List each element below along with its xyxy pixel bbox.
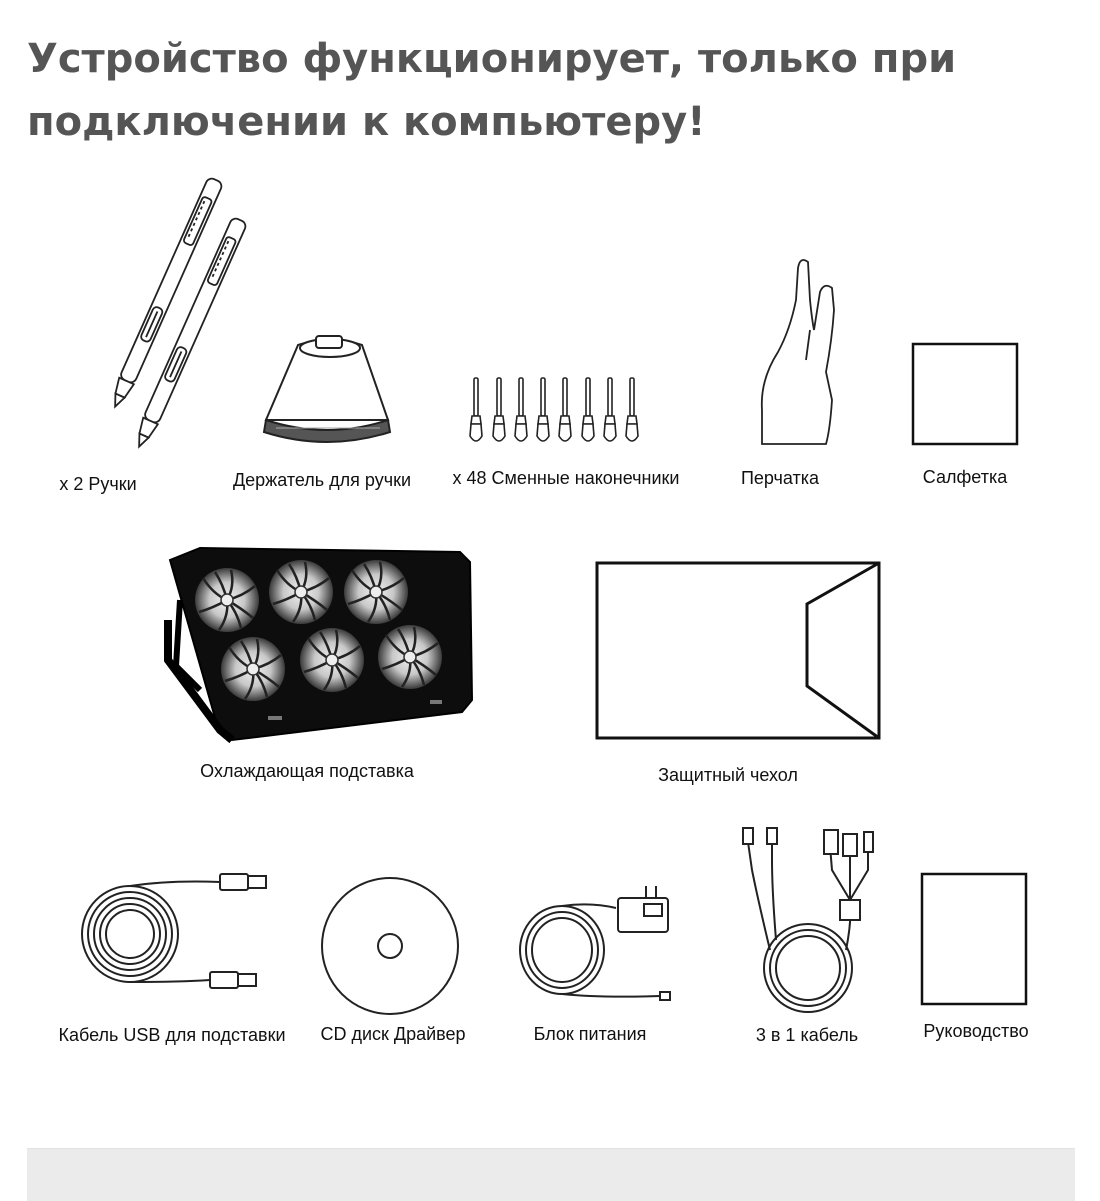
- label-manual: Руководство: [923, 1021, 1029, 1041]
- pens-illustration: [108, 177, 247, 450]
- pen-holder-illustration: [264, 336, 390, 442]
- label-glove: Перчатка: [740, 468, 820, 488]
- glove-illustration: [762, 260, 834, 444]
- label-pen-holder: Держатель для ручки: [232, 470, 412, 490]
- label-nibs: x 48 Сменные наконечники: [452, 468, 680, 488]
- cd-illustration: [322, 878, 458, 1014]
- cable-3in1-illustration: [743, 828, 873, 1012]
- label-power-adapter: Блок питания: [533, 1024, 647, 1044]
- bottom-panel: [27, 1148, 1075, 1201]
- label-cd-disk: CD диск Драйвер: [320, 1024, 466, 1044]
- cloth-illustration: [913, 344, 1017, 444]
- cover-illustration: [597, 563, 879, 738]
- label-cooling-stand: Охлаждающая подставка: [200, 761, 414, 781]
- usb-cable-illustration: [82, 874, 266, 988]
- label-usb-cable: Кабель USB для подставки: [58, 1025, 286, 1045]
- title-line-1: Устройство функционирует, только при: [27, 36, 957, 82]
- label-pens: x 2 Ручки: [59, 474, 137, 494]
- cooling-stand-illustration: [168, 548, 472, 740]
- power-adapter-illustration: [520, 886, 670, 1000]
- label-cloth: Салфетка: [922, 467, 1008, 487]
- nibs-illustration: [470, 378, 638, 441]
- label-cover: Защитный чехол: [658, 765, 798, 785]
- title-line-2: подключении к компьютеру!: [27, 99, 706, 145]
- manual-illustration: [922, 874, 1026, 1004]
- label-cable-3in1: 3 в 1 кабель: [755, 1025, 859, 1045]
